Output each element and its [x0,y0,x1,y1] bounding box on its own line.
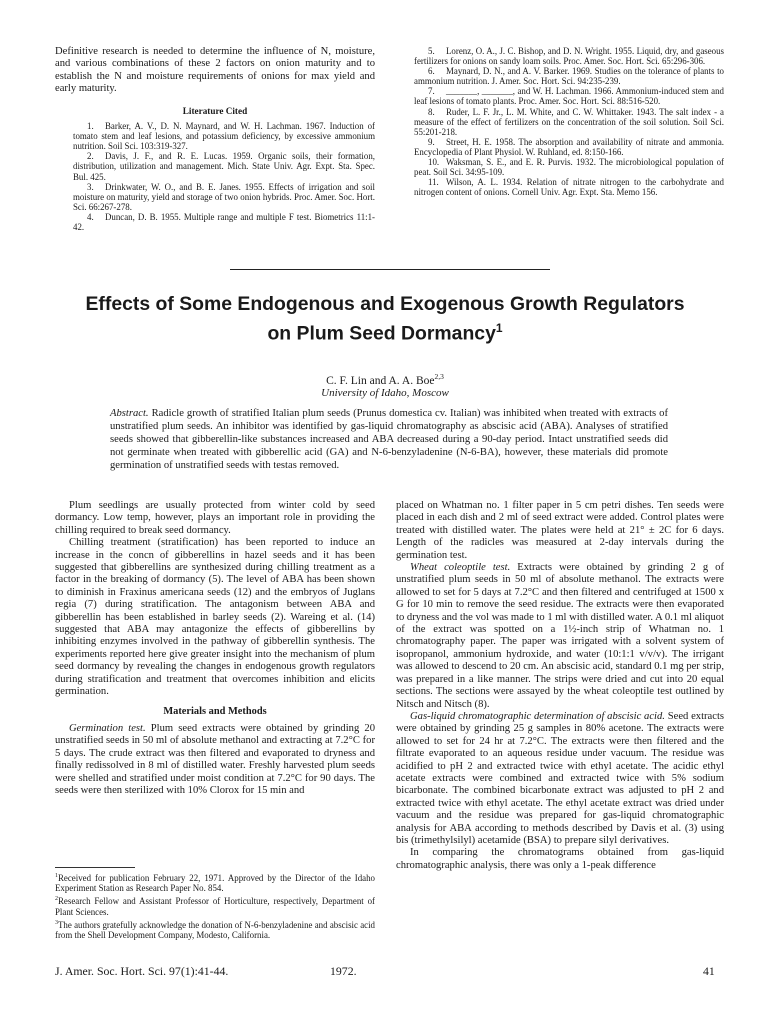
footnote-text: Research Fellow and Assistant Professor of Horticulture, respectively, Department of Plant Sciences. [55,896,375,917]
reference-item [55,151,375,181]
abstract-text: Radicle growth of stratified Italian plum seeds (Prunus domestica cv. Italian) was inhibited when treated with extracts of unstratified plum seeds. An inhibitor was identified by gas-liquid chromatography as abscisic acid (ABA). Analyses of stratified seeds showed that gibberellin-like substances increased and ABA decreased during a 90-day period. Intact unstratified seeds did not germinate when treated with gibberellic acid (GA) and N-6-benzyladenine (N-6-BA), however, these materials did promote germination of unstratified seeds with testas removed. [110,408,668,472]
footnote-text: Received for publication February 22, 1971. Approved by the Director of the Idaho Experiment Station as Research Paper No. 854. [55,872,375,894]
reference-item [396,137,724,157]
reference-number: 6. [428,66,435,77]
journal-citation: J. Amer. Soc. Hort. Sci. 97(1):41-44. [55,964,229,978]
references-heading: Literature Cited [182,105,248,116]
reference-text: Waksman, S. E., and E. R. Purvis. 1932. The microbiological population of peat. Soil Sci. 34:95-109. [414,157,724,178]
reference-item [55,212,375,232]
reference-item [396,157,724,177]
page-number: 41 [703,964,715,978]
reference-text: _______, _______, and W. H. Lachman. 1966. Ammonium-induced stem and leaf lesions of tomato plants. Proc. Amer. Soc. Hort. Sci. 88:516-520. [414,86,724,107]
reference-number: 3. [87,181,94,192]
intro-paragraph: Chilling treatment (stratification) has been reported to induce an increase in the concn of gibberellins in hazel seeds and it has been suggested that gibberellins are synthesized during chilling treatment as a factor in the breaking of dormancy (5). The level of ABA has been shown to diminish in Fraxinus americana seeds (12) and the embryos of Juglans regia (7) during stratification. The antagonism between ABA and gibberellin has been established in barley seeds (2). Wareing et al. (14) suggested that ABA may antagonize the effects of gibberellins by inhibiting enzymes involved in the pathway of gibberellin synthesis. The experiments reported here give greater insight into the mechanism of plum seed dormancy by revealing the changes in endogenous growth regulators during stratification and treatment that overcomes inhibition and elicits germination. [55,537,375,698]
methods-paragraph [396,562,724,711]
author-names: C. F. Lin and A. A. Boe [326,374,435,387]
abstract-label: Abstract. [110,408,149,419]
reference-text: Barker, A. V., D. N. Maynard, and W. H. Lachman. 1967. Induction of tomato stem and leaf lesions, and potassium deficiency, by excessive ammonium nutrition. Soil Sci. 103:319-327. [73,121,375,152]
concluding-paragraph: Definitive research is needed to determine the influence of N, moisture, and various combinations of these 2 factors on onion maturity and to establish the N and moisture requirements of onions for max yield and early maturity. [55,46,375,95]
footnote [55,894,375,916]
paragraph-label: Wheat coleoptile test. [410,562,511,574]
paragraph-text: Plum seed extracts were obtained by grinding 20 unstratified seeds in 50 ml of absolute methanol and extracting at 7.2°C for 5 days. The crude extract was then filtered and evaporated to dryness and finally redissolved in 8 ml of distilled water. Freshly harvested plum seeds were shelled and stratified under moist condition at 7.2°C for 90 days. The seeds were then sterilized with 10% Clorox for 15 min and [55,722,375,796]
footnote-rule [55,867,135,868]
footnote-mark: 3 [55,919,58,926]
affiliation: University of Idaho, Moscow [321,387,449,399]
results-paragraph: In comparing the chromatograms obtained from gas-liquid chromatographic analysis, there was only a 1-peak difference [396,847,724,871]
reference-text: Ruder, L. F. Jr., L. M. White, and C. W. Whittaker. 1943. The salt index - a measure of the effect of fertilizers on the concentration of the soil solution. Soil Sci. 55:201-218. [414,106,724,137]
reference-number: 8. [428,106,435,117]
authors [40,370,730,388]
paragraph-text: Extracts were obtained by grinding 2 g of unstratified plum seeds in 50 ml of absolute methanol. The extracts were allowed to set for 5 days at 7.2°C and then filtered and centrifuged at 1500 x G for 10 min to remove the seed residue. The extracts were then evaporated to dryness and the vol was made to 1 ml with distilled water. A 0.1 ml aliquot of the extract was spotted on a 1½-inch strip of Whatman no. 1 chromatography paper. The paper was irrigated with a solvent system of isopropanol, ammonium hydroxide, and water (10:1:1 v/v/v). The irrigant was allowed to descend to 20 cm. An abscisic acid, standard 0.1 mg per strip, was prepared in a like manner. The strips were dried and cut into 20 equal sections. The sections were assayed by the wheat coleoptile test outlined by Nitsch and Nitsch (8). [396,562,724,710]
reference-text: Drinkwater, W. O., and B. E. Janes. 1955. Effects of irrigation and soil moisture on maturity, yield and storage of two onion hybrids. Proc. Amer. Soc. Hort. Sci. 66:267-278. [73,181,375,212]
reference-text: Wilson, A. L. 1934. Relation of nitrate nitrogen to the carbohydrate and nitrogen content of onions. Cornell Univ. Agr. Expt. Sta. Memo 156. [414,177,724,198]
reference-number: 5. [428,46,435,56]
footnote [55,918,375,940]
body-right-column [396,500,724,872]
reference-number: 7. [428,86,435,97]
reference-number: 10. [428,157,440,168]
reference-text: Street, H. E. 1958. The absorption and availability of nitrate and ammonia. Encyclopedia of Plant Physiol. W. Ruhland, ed. 8:150-166. [414,136,724,157]
title-footnote-mark: 1 [495,321,503,335]
paragraph-text: Seed extracts were obtained by grinding 25 g samples in 80% acetone. The extracts were allowed to set for 24 hr at 7.2°C. The extracts were then filtered and the filtrate evaporated to an aqueous residue under vacuum. The residue was acidified to pH 2 and extracted twice with ethyl acetate. The acidic ethyl acetate extracts were combined and extracted twice with 5% sodium bicarbonate. The combined bicarbonate extract was adjusted to pH 2 and extracted twice with ethyl acetate. The ethyl acetate extract was dried under vacuum and the residue was prepared for gas-liquid chromatographic analysis for ABA according to methods described by Davis et al. (3) using bis (trimethylsilyl) acetamide (BSA) to prepare silyl derivatives. [396,710,725,846]
reference-text: Davis, J. F., and R. E. Lucas. 1959. Organic soils, their formation, distribution, utilization and management. Mich. State Univ. Agr. Expt. Sta. Spec. Bul. 425. [73,151,375,182]
title-line-2: on Plum Seed Dormancy [267,322,496,345]
reference-number: 9. [428,136,435,147]
author-footnote-marks: 2,3 [434,372,444,381]
methods-paragraph [55,723,375,797]
reference-item [396,107,724,137]
reference-text: Duncan, D. B. 1955. Multiple range and multiple F test. Biometrics 11:1-42. [73,211,375,232]
methods-paragraph [396,711,724,847]
footnote [55,871,375,893]
reference-text: Maynard, D. N., and A. V. Barker. 1969. Studies on the tolerance of plants to ammonium nutrition. J. Amer. Soc. Hort. Sci. 94:235-239. [414,66,724,87]
paragraph-label: Germination test. [69,722,146,734]
reference-item [396,177,724,197]
article-title [40,292,730,345]
methods-paragraph: placed on Whatman no. 1 filter paper in 5 cm petri dishes. Ten seeds were placed in each dish and 2 ml of seed extract were added. Control plates were treated with distilled water. The plates were held at 21° ± 2C for 6 days. Length of the radicles was measured at 2-day intervals during the germination test. [396,500,724,561]
section-heading: Materials and Methods [163,705,267,717]
paragraph-label: Gas-liquid chromatographic determination of abscisic acid. [410,710,665,722]
reference-item [396,86,724,106]
reference-item [55,182,375,212]
footnotes [55,871,375,941]
title-line-1: Effects of Some Endogenous and Exogenous Growth Regulators [85,293,685,315]
reference-number: 4. [87,211,94,222]
intro-paragraph: Plum seedlings are usually protected from winter cold by seed dormancy. Low temp, however, plays an important role in providing the chilling required to break seed dormancy. [55,500,375,536]
reference-number: 11. [428,177,439,188]
body-left-column [55,500,375,797]
top-left-column [55,46,375,232]
reference-number: 2. [87,151,94,162]
publication-year: 1972. [330,964,357,978]
reference-text: Lorenz, O. A., J. C. Bishop, and D. N. Wright. 1955. Liquid, dry, and gaseous fertilizers for onions on sandy loam soils. Proc. Amer. Soc. Hort. Sci. 65:296-306. [414,46,724,67]
abstract [110,407,668,472]
section-divider [230,269,550,270]
footnote-text: The authors gratefully acknowledge the donation of N-6-benzyladenine and abscisic acid from the Shell Development Company, Modesto, California. [55,919,375,940]
reference-item [396,46,724,66]
footnote-mark: 2 [55,896,58,903]
top-right-column [396,46,724,197]
footnote-mark: 1 [55,873,58,879]
reference-item [55,121,375,151]
reference-number: 1. [87,121,94,132]
reference-item [396,66,724,86]
